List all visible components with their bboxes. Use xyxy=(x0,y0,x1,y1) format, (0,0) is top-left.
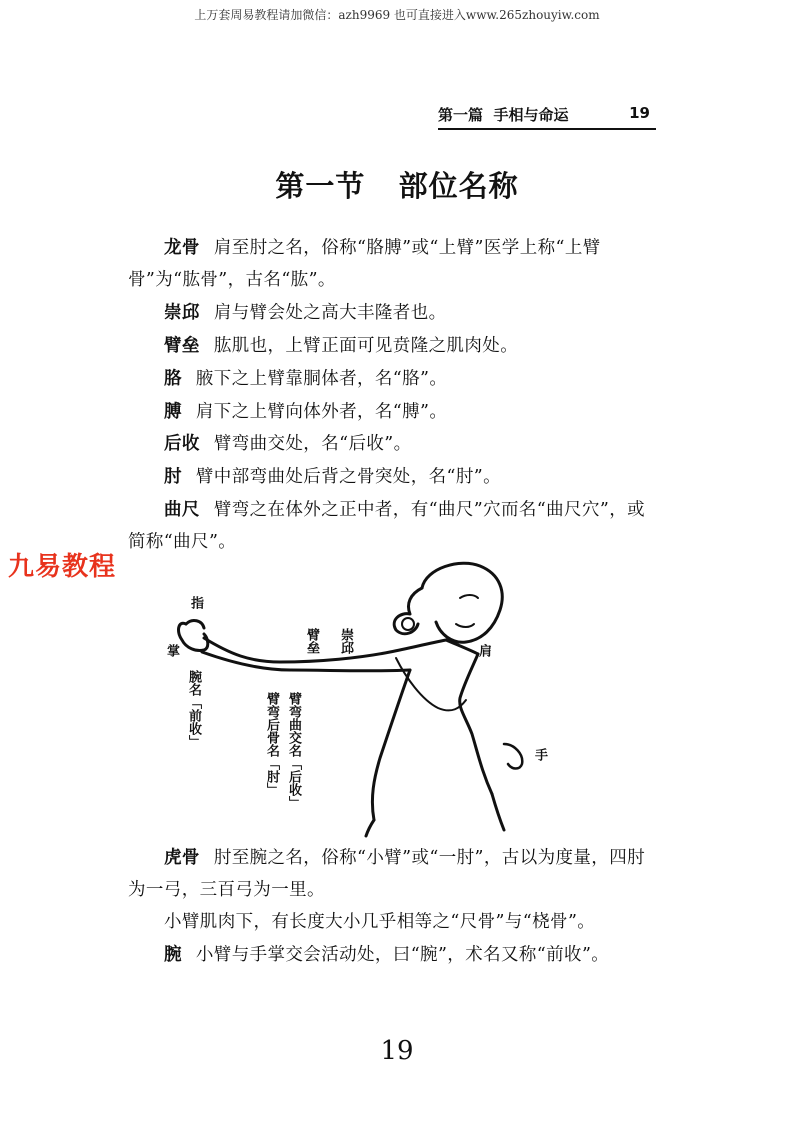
definition: 臂弯之在体外之正中者，有“曲尺”穴而名“曲尺穴”，或简称“曲尺”。 xyxy=(128,500,645,552)
definition: 肩下之上臂向体外者，名“膊”。 xyxy=(195,402,448,422)
term: 崇邱 xyxy=(164,303,200,323)
paragraph-chongqiu xyxy=(128,297,660,329)
definition: 小臂肌肉下，有长度大小几乎相等之“尺骨”与“桡骨”。 xyxy=(164,912,596,932)
paragraph-bo xyxy=(128,396,660,428)
paragraph-quchi xyxy=(128,494,660,558)
definition: 臂中部弯曲处后背之骨突处，名“肘”。 xyxy=(195,467,501,487)
label-shou: 手 xyxy=(532,748,547,761)
definition: 肩与臂会处之高大丰隆者也。 xyxy=(213,303,447,323)
label-biwan-zhou: 臂弯后骨名「肘」 xyxy=(264,692,279,796)
definition: 肱肌也，上臂正面可见贲隆之肌肉处。 xyxy=(213,336,519,356)
term: 肘 xyxy=(164,467,182,487)
definition: 肩至肘之名，俗称“胳膊”或“上臂”医学上称“上臂骨”为“肱骨”，古名“肱”。 xyxy=(128,238,601,290)
running-page-number: 19 xyxy=(629,104,650,122)
label-jian: 肩 xyxy=(476,644,491,657)
term: 臂垒 xyxy=(164,336,200,356)
paragraph-longgu xyxy=(128,232,660,296)
definition: 小臂与手掌交会活动处，曰“腕”，术名又称“前收”。 xyxy=(195,945,610,965)
term: 后收 xyxy=(164,434,200,454)
label-zhang: 掌 xyxy=(164,644,179,657)
term: 胳 xyxy=(164,369,182,389)
section-title: 第一节 部位名称 xyxy=(275,169,519,203)
running-title: 第一篇 手相与命运 xyxy=(438,106,569,124)
label-biwan-houshou: 臂弯曲交名「后收」 xyxy=(286,692,301,809)
paragraph-chigu xyxy=(128,906,660,938)
label-wan: 腕名「前收」 xyxy=(186,670,201,748)
label-zhi: 指 xyxy=(188,596,203,609)
definition: 腋下之上臂靠胴体者，名“胳”。 xyxy=(195,369,448,389)
paragraph-wan xyxy=(128,939,660,971)
paragraph-ge xyxy=(128,363,660,395)
label-bilei: 臂垒 xyxy=(304,628,319,654)
term: 膊 xyxy=(164,402,182,422)
term: 曲尺 xyxy=(164,500,200,520)
term: 虎骨 xyxy=(164,848,200,868)
label-chongqiu: 崇邱 xyxy=(338,628,353,654)
page-number: 19 xyxy=(380,1036,414,1066)
paragraph-houshou xyxy=(128,428,660,460)
arm-drawing xyxy=(160,558,580,838)
running-header xyxy=(438,104,656,130)
logo-watermark: 九易教程 xyxy=(8,552,117,582)
term: 龙骨 xyxy=(164,238,200,258)
paragraph-bilei xyxy=(128,330,660,362)
paragraph-zhou xyxy=(128,461,660,493)
definition: 肘至腕之名，俗称“小臂”或“一肘”，古以为度量，四肘为一弓，三百弓为一里。 xyxy=(128,848,645,900)
arm-illustration xyxy=(160,558,580,838)
term: 腕 xyxy=(164,945,182,965)
definition: 臂弯曲交处，名“后收”。 xyxy=(213,434,412,454)
top-watermark: 上万套周易教程请加微信：azh9969 也可直接进入www.265zhouyiw.com xyxy=(194,8,600,22)
paragraph-hugu xyxy=(128,842,660,906)
